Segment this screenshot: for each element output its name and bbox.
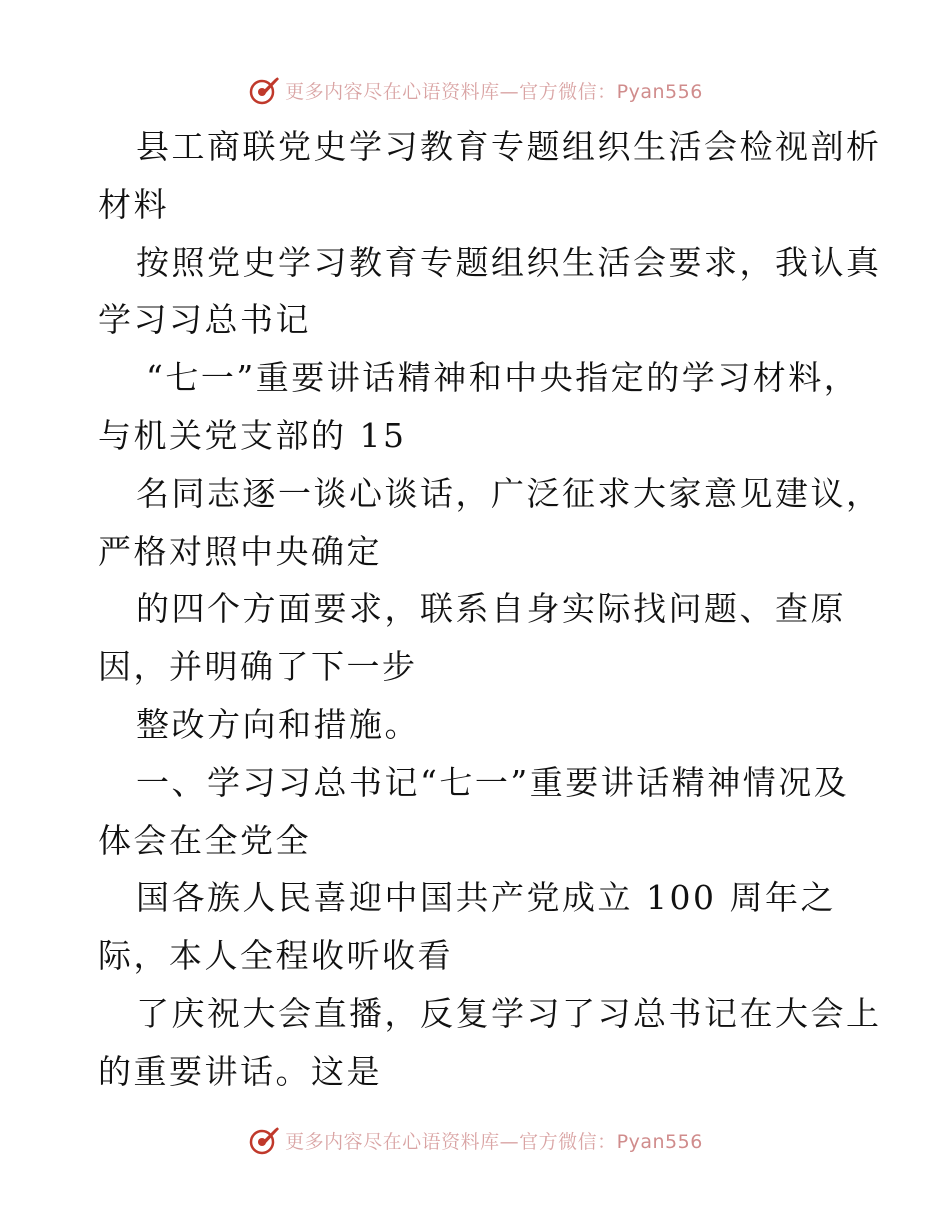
footer-watermark (0, 1120, 950, 1160)
paragraph-line: 国各族人民喜迎中国共产党成立 100 周年之 (136, 878, 836, 918)
paragraph-line: 严格对照中央确定 (98, 531, 382, 571)
paragraph-line: 了庆祝大会直播，反复学习了习总书记在大会上 (136, 993, 882, 1033)
document-body (98, 118, 882, 1101)
watermark-text: 更多内容尽在心语资料库—官方微信：Pyan556 (285, 80, 703, 103)
header-watermark (0, 70, 950, 110)
title-line-1: 县工商联党史学习教育专题组织生活会检视剖析 (136, 127, 882, 166)
paragraph-line: 的重要讲话。这是 (98, 1051, 382, 1091)
title-line-2: 材料 (98, 184, 169, 224)
section-heading-line: 一、学习习总书记“七一”重要讲话精神情况及 (136, 762, 850, 802)
paragraph-line: 名同志逐一谈心谈话，广泛征求大家意见建议， (136, 473, 882, 513)
paragraph-line: 学习习总书记 (98, 300, 311, 340)
watermark-text: 更多内容尽在心语资料库—官方微信：Pyan556 (285, 1130, 703, 1153)
paragraph-line: 体会在全党全 (98, 820, 311, 860)
paragraph-line: “七一”重要讲话精神和中央指定的学习材料， (146, 358, 860, 398)
quill-logo-icon (247, 73, 281, 107)
paragraph-line: 整改方向和措施。 (136, 704, 420, 744)
quill-logo-icon (247, 1123, 281, 1157)
paragraph-line: 按照党史学习教育专题组织生活会要求，我认真 (136, 242, 882, 282)
paragraph-line: 的四个方面要求，联系自身实际找问题、查原 (136, 589, 846, 629)
paragraph-line: 因，并明确了下一步 (98, 647, 418, 687)
paragraph-line: 与机关党支部的 15 (98, 415, 407, 455)
paragraph-line: 际，本人全程收听收看 (98, 936, 453, 976)
